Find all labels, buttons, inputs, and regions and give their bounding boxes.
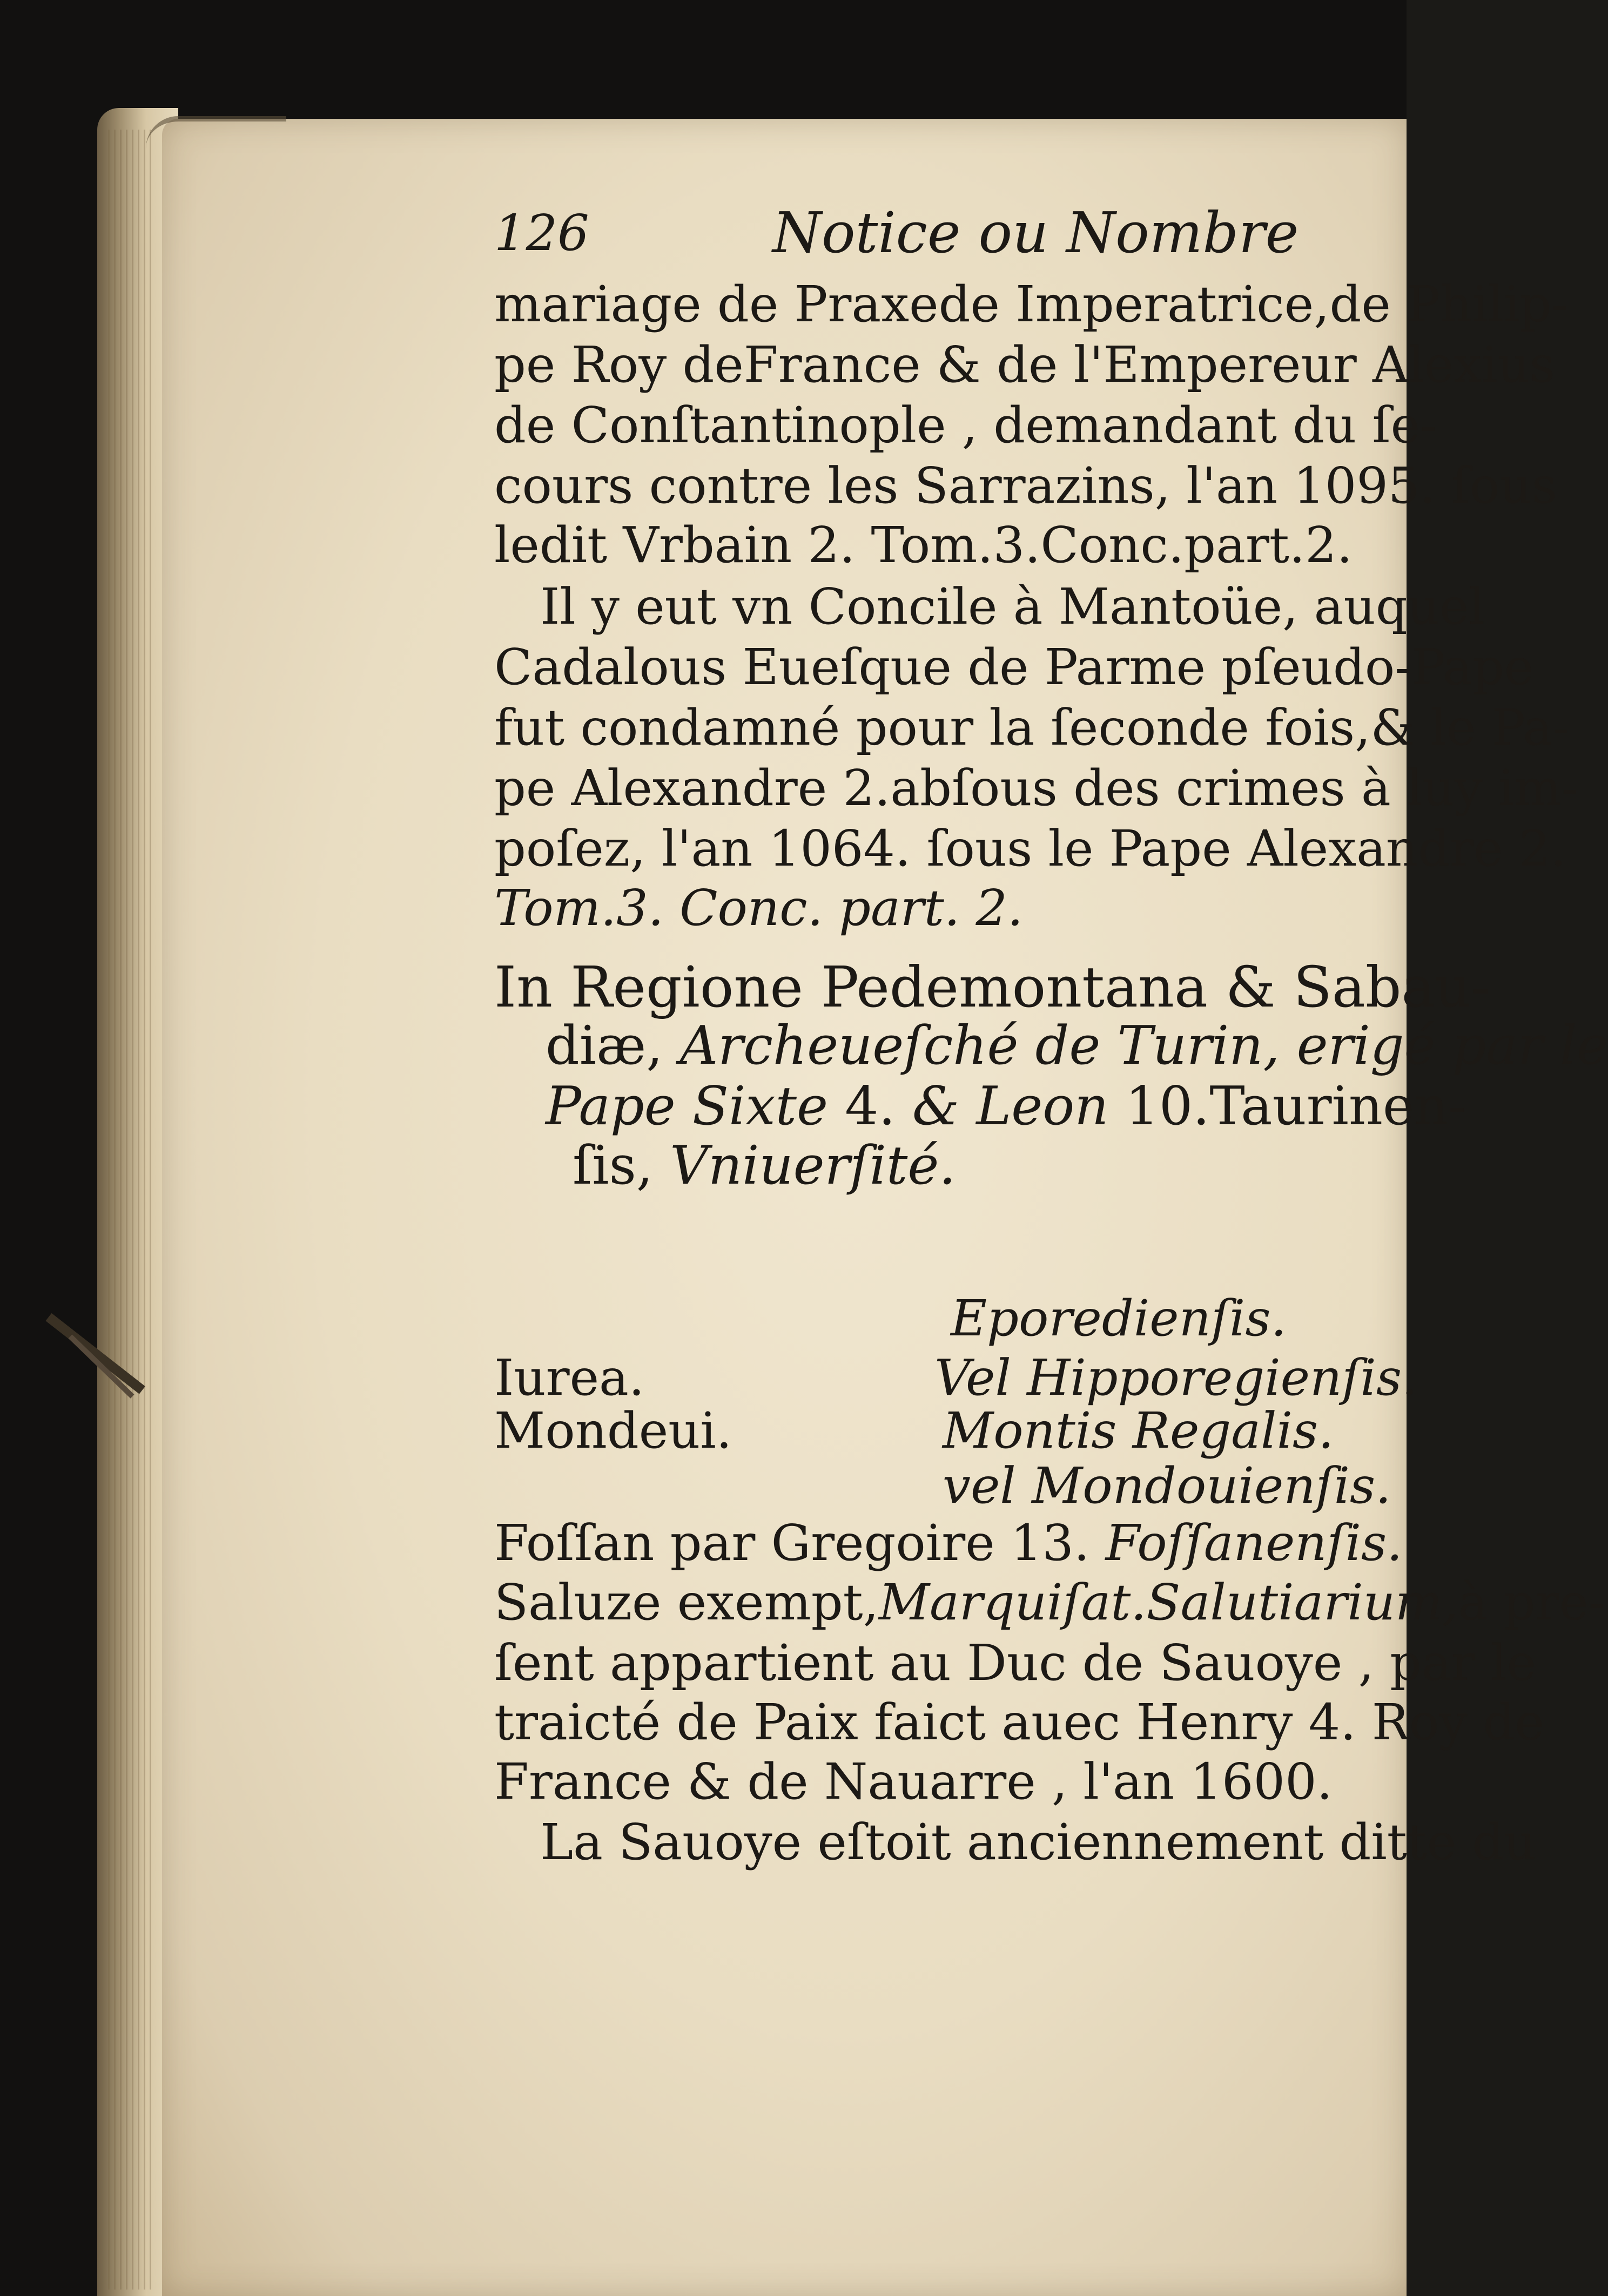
text-line: Il y eut vn Concile à Mantoüe, auquel: [540, 578, 1485, 636]
text-line: France & de Nauarre , l'an 1600.: [494, 1753, 1333, 1811]
diocese-latin-name: vel Mondouienſis.: [943, 1457, 1391, 1515]
text-line: Cadalous Eueſque de Parme pſeudo-Pape: [494, 638, 1534, 696]
page-number: 126: [494, 204, 589, 262]
text-line: ledit Vrbain 2. Tom.3.Conc.part.2.: [494, 516, 1353, 574]
section-heading-line: In Regione Pedemontana & Sabau-: [494, 954, 1490, 1020]
page-curl: [146, 116, 286, 170]
diocese-latin-name: Montis Regalis.: [943, 1402, 1334, 1460]
text-line: fut condamné pour la ſeconde fois,& le Pa-: [494, 699, 1570, 757]
text-line: pe Alexandre 2.abſous des crimes à luy im-: [494, 759, 1578, 817]
text-line: cours contre les Sarrazins, l'an 1095. ſous: [494, 457, 1557, 515]
text-line: traicté de Paix faict auec Henry 4. Roy de: [494, 1693, 1544, 1751]
text-line: La Sauoye eſtoit anciennement ditte du: [540, 1813, 1536, 1871]
text-line: Saluze exempt,Marquiſat.Salutiarium,à pre-: [494, 1574, 1605, 1631]
diocese-name: Iurea.: [494, 1349, 645, 1407]
text-line: pe Roy deFrance & de l'Empereur Alexius: [494, 336, 1556, 394]
running-title: Notice ou Nombre: [772, 200, 1299, 266]
text-line: mariage de Praxede Imperatrice,de Philip-: [494, 275, 1569, 333]
page-edges: [108, 130, 151, 2290]
diocese-latin-name: Vel Hipporegienſis.: [934, 1349, 1418, 1407]
text-line: de Conſtantinople , demandant du ſe-: [494, 396, 1437, 454]
text-line: poſez, l'an 1064. ſous le Pape Alexandre 2.: [494, 820, 1566, 877]
diocese-latin-name: Eporedienſis.: [951, 1289, 1287, 1347]
section-heading-line: diæ, Archeueſché de Turin, erigé par le: [546, 1015, 1608, 1077]
text-line: Tom.3. Conc. part. 2.: [494, 879, 1024, 937]
text-line: ſent appartient au Duc de Sauoye , par le: [494, 1634, 1536, 1692]
section-heading-line: ſis, Vniuerſité.: [573, 1135, 956, 1197]
text-line: Foſſan par Gregoire 13. Foſſanenſis.: [494, 1514, 1403, 1572]
diocese-name: Mondeui.: [494, 1402, 732, 1460]
section-heading-line: Pape Sixte 4. & Leon 10.Taurinen-: [546, 1076, 1466, 1137]
